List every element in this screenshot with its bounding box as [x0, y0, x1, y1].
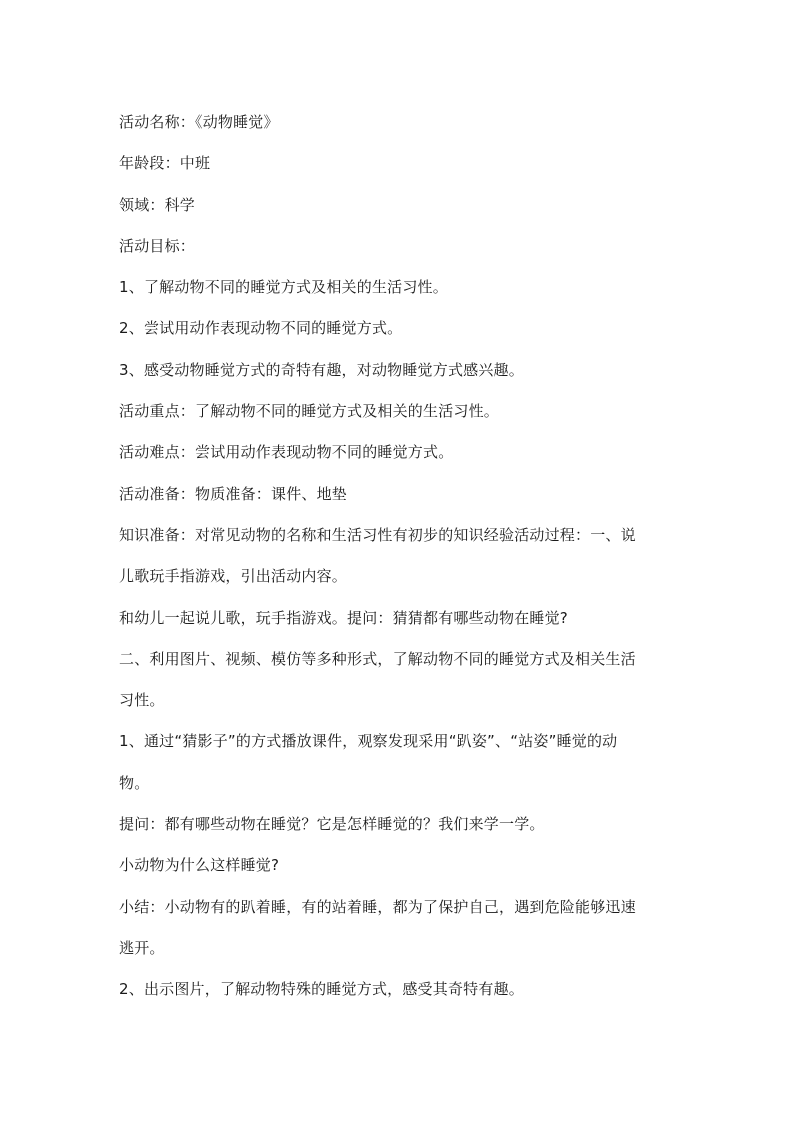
- goal-item-3: 3、感受动物睡觉方式的奇特有趣，对动物睡觉方式感兴趣。: [119, 360, 524, 379]
- key-point-line: 活动重点：了解动物不同的睡觉方式及相关的生活习性。: [119, 402, 500, 421]
- summary-line: 小结：小动物有的趴着睡，有的站着睡，都为了保护自己，遇到危险能够迅速: [119, 897, 636, 916]
- paragraph-line: 2、出示图片，了解动物特殊的睡觉方式，感受其奇特有趣。: [119, 980, 524, 999]
- paragraph-line: 物。: [119, 773, 150, 792]
- paragraph-line: 小动物为什么这样睡觉?: [119, 856, 280, 875]
- goal-item-1: 1、了解动物不同的睡觉方式及相关的生活习性。: [119, 278, 448, 297]
- paragraph-line: 习性。: [119, 691, 165, 710]
- goal-item-2: 2、尝试用动作表现动物不同的睡觉方式。: [119, 319, 403, 338]
- paragraph-line: 二、利用图片、视频、模仿等多种形式，了解动物不同的睡觉方式及相关生活: [119, 649, 636, 668]
- paragraph-line: 儿歌玩手指游戏，引出活动内容。: [119, 567, 348, 586]
- knowledge-prep-line: 知识准备：对常见动物的名称和生活习性有初步的知识经验活动过程：一、说: [119, 525, 636, 544]
- paragraph-line: 提问：都有哪些动物在睡觉？它是怎样睡觉的？我们来学一学。: [119, 815, 545, 834]
- paragraph-line: 1、通过“猜影子”的方式播放课件，观察发现采用“趴姿”、“站姿”睡觉的动: [119, 732, 618, 751]
- domain-line: 领域：科学: [119, 195, 196, 214]
- activity-name-line: 活动名称：《动物睡觉》: [119, 113, 279, 131]
- paragraph-line: 和幼儿一起说儿歌，玩手指游戏。提问：猜猜都有哪些动物在睡觉?: [119, 608, 568, 627]
- difficulty-line: 活动难点：尝试用动作表现动物不同的睡觉方式。: [119, 443, 454, 462]
- paragraph-line: 逃开。: [119, 938, 165, 957]
- age-group-line: 年龄段：中班: [119, 154, 211, 173]
- document-body: [119, 102, 679, 1011]
- material-prep-line: 活动准备：物质准备：课件、地垫: [119, 484, 348, 503]
- goals-heading: 活动目标：: [119, 236, 196, 255]
